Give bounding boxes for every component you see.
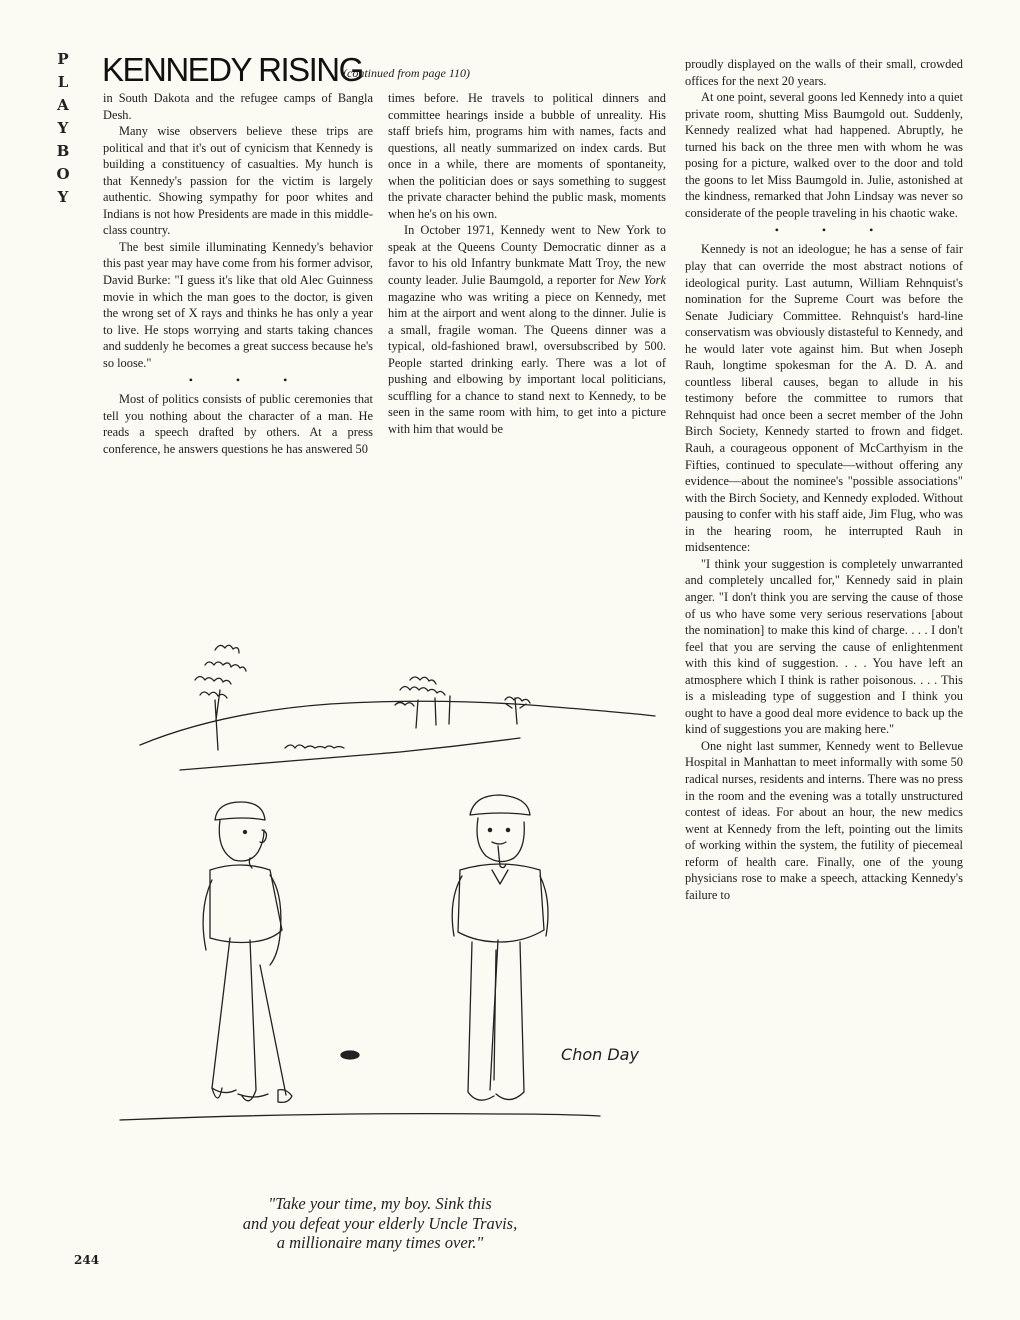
shrub <box>285 745 344 748</box>
magazine-name-letter: P <box>57 50 69 68</box>
continued-from-note: (continued from page 110) <box>343 66 470 80</box>
paragraph: in South Dakota and the refugee camps of Bangla Desh. <box>103 91 373 122</box>
young-golfer <box>203 802 292 1102</box>
magazine-name-letter: Y <box>57 188 69 206</box>
paragraph: proudly displayed on the walls of their small, crowded offices for the next 20 years. <box>685 57 963 88</box>
caption-line: a millionaire many times over." <box>276 1233 484 1252</box>
magazine-name-letter: Y <box>57 119 69 137</box>
paragraph-text: magazine who was writing a piece on Kennedy, met him at the airport and went along to the dinner. Julie is a small, fragile woman. The Queens dinner was a typical, old-fashioned brawl, oversubscribed by 500. People started drinking early. There was a lot of pushing and elbowing by important local politicians, scuffling for a chance to stand next to Kennedy, to be seen in the same room with him, to get into a picture with him that would be <box>388 289 666 436</box>
golf-cartoon-illustration <box>100 620 660 1200</box>
caption-line: and you defeat your elderly Uncle Travis, <box>242 1213 518 1233</box>
ground-line <box>120 1114 600 1120</box>
paragraph: One night last summer, Kennedy went to Bellevue Hospital in Manhattan to meet informally with some 50 radical nurses, residents and interns. There was no press in the room and the evening was a totally unstructured contest of ideas. For about an hour, the new medics went at Kennedy from the left, pointing out the limits of working within the system, the futility of piecemeal reform of health care. Finally, one of the young physicians rose to make a speech, attacking Kennedy's failure to <box>685 738 963 902</box>
paragraph: Kennedy is not an ideologue; he has a sense of fair play that can override the most abstract notions of ideological purity. Last autumn, William Rehnquist's nomination for the Supreme Court was before the Senate Judiciary Committee. Rehnquist's hard-line conservatism was obviously distasteful to Kennedy, and he would later vote against him. But when Joseph Rauh, longtime spokesman for the A. D. A. and countless liberal causes, began to allude in his testimony before the committee to rumors that Rehnquist had once been a secret member of the John Birch Society, Kennedy started to frown and fidget. Rauh, a courageous opponent of McCarthyism in the Fifties, continued to speculate—without offering any evidence—about the nominee's "possible associations" with the Birch Society, and Kennedy exploded. Without pausing to confer with his staff aide, Jim Flug, who was in the hearing room, he interrupted Rauh in midsentence: <box>685 242 963 555</box>
caption-line: "Take your time, my boy. Sink this <box>268 1194 492 1213</box>
section-separator: • • • <box>188 373 308 388</box>
text-column-2 <box>388 90 666 437</box>
text-column-1 <box>103 90 373 457</box>
text-column-3 <box>685 56 963 903</box>
paragraph: "I think your suggestion is completely unwarranted and completely uncalled for," Kennedy said in plain anger. "I don't think you are serving the cause of those of us who have some very serious reservations [about the nomination] to make this kind of charge. . . . I don't feel that you are serving the cause of enlightenment with this kind of suggestion. . . . You have left an atmosphere which I think is rather poisonous. . . . This is a misleading type of suggestion and I think you ought to have a good deal more evidence to back up the kind of suggestions you are making here." <box>685 556 963 737</box>
cartoonist-signature: Chon Day <box>561 1045 639 1064</box>
page-number: 244 <box>74 1253 100 1267</box>
hill-line <box>180 738 520 770</box>
tree-left <box>195 645 246 750</box>
uncle-golfer <box>452 795 548 1100</box>
magazine-name-letter: B <box>56 142 70 160</box>
cartoon-caption <box>180 1194 580 1253</box>
section-separator: • • • <box>774 223 894 238</box>
paragraph: The best simile illuminating Kennedy's behavior this past year may have come from his former advisor, David Burke: "I guess it's like that old Alec Guinness movie in which the man goes to the doctor, is given the wrong set of X rays and thinks he has only a year to live. He stops worrying and starts taking chances and suddenly he becomes a great success because he's so loose." <box>103 239 373 370</box>
article-headline: KENNEDY RISING <box>102 51 363 88</box>
golf-hole <box>341 1051 359 1059</box>
magazine-name-letter: A <box>57 96 69 114</box>
magazine-name-letter: L <box>57 73 69 91</box>
magazine-name-letter: O <box>56 165 70 183</box>
paragraph: Many wise observers believe these trips are political and that it's out of cynicism that Kennedy is building a constituency of casualties. My hunch is that Kennedy's passion for the victim is largely authentic. Showing sympathy for poor whites and Indians is not how Presidents are made in this middle-class country. <box>103 124 373 238</box>
tree-middle <box>395 677 450 728</box>
paragraph: At one point, several goons led Kennedy into a quiet private room, shutting Miss Baumgold out. Suddenly, Kennedy realized what had happened. Abruptly, he turned his back on the three men with whom he was posing for a picture, walked over to the door and told the goons to let Miss Baumgold in. Julie, astonished at the kindness, remarked that John Lindsay was never so considerate of the people traveling in his chaotic wake. <box>685 90 963 220</box>
paragraph-text: In October 1971, Kennedy went to New York to speak at the Queens County Democratic dinner as a favor to his old Infantry bunkmate Matt Troy, the new county leader. Julie Baumgold, a reporter for <box>388 223 666 288</box>
paragraph <box>388 222 666 437</box>
paragraph: times before. He travels to political dinners and committee hearings inside a bubble of unreality. His staff briefs him, programs him with names, facts and questions, all neatly summarized on index cards. But once in a while, there are moments of spontaneity, when the politician does or says something to suggest the private character behind the public mask, moments when he's on his own. <box>388 91 666 221</box>
magazine-title-italic: New York <box>617 273 666 288</box>
tree-right <box>505 697 530 724</box>
magazine-name-vertical <box>52 48 74 209</box>
paragraph: Most of politics consists of public ceremonies that tell you nothing about the character of a man. He reads a speech drafted by others. At a press conference, he answers questions he has answered 50 <box>103 392 373 456</box>
